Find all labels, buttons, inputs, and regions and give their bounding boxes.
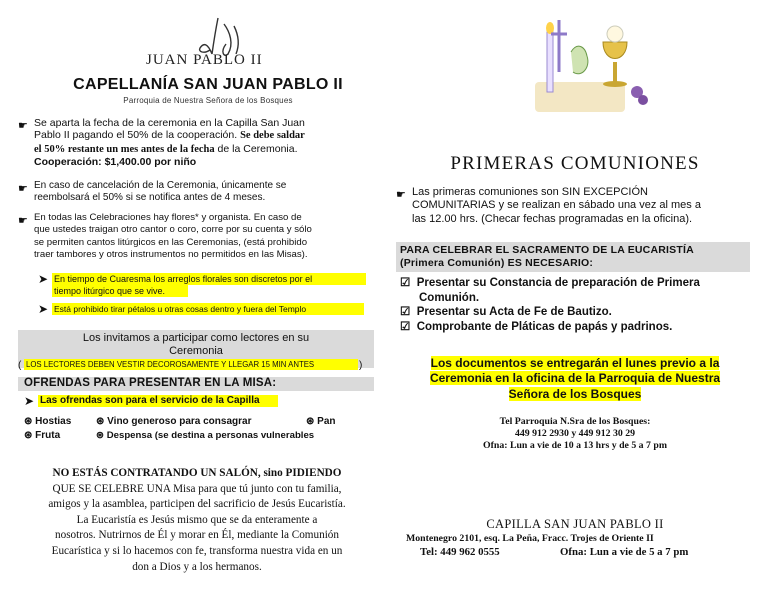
lent-flowers-note: En tiempo de Cuaresma los arreglos florales son discretos por el	[52, 273, 366, 285]
offering-bread: ⊛ Pan	[306, 416, 336, 427]
arrow-bullet-icon: ➤	[24, 394, 35, 408]
checkbox-icon: ☑	[400, 306, 411, 319]
offerings-title: OFRENDAS PARA PRESENTAR EN LA MISA:	[24, 377, 277, 389]
arrow-bullet-icon: ➤	[38, 272, 49, 286]
communions-info: Las primeras comuniones son SIN EXCEPCIÓN COMUNITARIAS y se realizan en sábado una vez al mes a las 12.00 hrs. (Checar fechas programadas en la oficina).	[412, 186, 701, 225]
pointing-hand-icon: ☛	[18, 215, 28, 227]
offering-pantry: ⊛ Despensa (se destina a personas vulnerables	[96, 430, 315, 441]
offering-wine: ⊛ Vino generoso para consagrar	[96, 416, 252, 427]
chapel-phone: Tel: 449 962 0555	[420, 546, 500, 558]
paragraph-cancellation: En caso de cancelación de la Ceremonia, únicamente se reembolsará el 50% si se notifica antes de 4 meses.	[34, 180, 287, 204]
pointing-hand-icon: ☛	[396, 189, 406, 201]
paragraph-date-reservation: Se aparta la fecha de la ceremonia en la Capilla San Juan Pablo II pagando el 50% de la cooperación. Se debe saldar el 50% restante un mes antes de la fecha de la Ceremonia. Cooperación: $1,400.00 por niño	[34, 117, 305, 169]
requirement-item: ☑ Comprobante de Pláticas de papás y padrinos.	[400, 320, 673, 333]
readers-dress-note: LOS LECTORES DEBEN VESTIR DECOROSAMENTE Y LLEGAR 15 MIN ANTES	[24, 359, 358, 370]
liturgical-time-note: tiempo litúrgico que se vive.	[52, 285, 188, 297]
offerings-note: Las ofrendas son para el servicio de la Capilla	[38, 395, 278, 407]
communion-illustration-icon	[525, 12, 653, 120]
page-subtitle: Parroquia de Nuestra Señora de los Bosques	[123, 96, 293, 105]
page-title: CAPELLANÍA SAN JUAN PABLO II	[73, 76, 343, 93]
requirement-item: ☑ Presentar su Acta de Fe de Bautizo.	[400, 306, 612, 319]
communions-title: PRIMERAS COMUNIONES	[450, 153, 700, 174]
closing-message: NO ESTÁS CONTRATANDO UN SALÓN, sino PIDIENDO QUE SE CELEBRE UNA Misa para que tú junto con tu familia, amigos y la asamblea, participen del sacrificio de Jesús Eucaristía. La Eucaristía es Jesús mismo que se da enteramente a nosotros. Nutrirnos de Él y morar en Él, mediante la Comunión Eucarística y si lo hacemos con fe, transforma nuestra vida en un don a Dios y a los hermanos.	[48, 467, 346, 573]
parish-contact: Tel Parroquia N.Sra de los Bosques: 449 912 2930 y 449 912 30 29 Ofna: Lun a vie de 10 a 13 hrs y de 5 a 7 pm	[483, 416, 667, 451]
readers-invitation: Los invitamos a participar como lectores en su Ceremonia	[82, 332, 310, 357]
petals-prohibited-note: Está prohibido tirar pétalos u otras cosas dentro y fuera del Templo	[52, 303, 364, 315]
logo-text: JUAN PABLO II	[146, 52, 263, 68]
documents-delivery-note: Los documentos se entregarán el lunes previo a la Ceremonia en la oficina de la Parroquia de Nuestra Señora de los Bosques	[429, 356, 721, 401]
paragraph-flowers-music: En todas las Celebraciones hay flores* y organista. En caso de que ustedes traigan otro cantor o coro, corre por su cuenta y sólo se permiten cantos litúrgicos en las Ceremonias, (está prohibido traer tambores y otros instrumentos no permitidos en las Misas).	[34, 212, 312, 261]
chapel-address: Montenegro 2101, esq. La Peña, Fracc. Trojes de Oriente II	[406, 533, 654, 544]
pointing-hand-icon: ☛	[18, 183, 28, 195]
requirements-list: ☑ Presentar su Constancia de preparación de Primera Comunión. ☑ Presentar su Acta de Fe de Bautizo. ☑ Comprobante de Pláticas de papás y padrinos.	[400, 276, 750, 334]
chapel-office-hours: Ofna: Lun a vie de 5 a 7 pm	[560, 546, 689, 558]
requirement-item: ☑ Presentar su Constancia de preparación de Primera	[400, 277, 700, 289]
offering-hostias: ⊛ Hostias	[24, 416, 72, 427]
arrow-bullet-icon: ➤	[38, 302, 49, 316]
checkbox-icon: ☑	[400, 277, 411, 289]
pointing-hand-icon: ☛	[18, 120, 28, 132]
checkbox-icon: ☑	[400, 320, 411, 333]
chapel-name: CAPILLA SAN JUAN PABLO II	[486, 517, 664, 531]
requirements-title: PARA CELEBRAR EL SACRAMENTO DE LA EUCARISTÍA (Primera Comunión) ES NECESARIO:	[400, 244, 694, 269]
offering-fruit: ⊛ Fruta	[24, 430, 61, 441]
